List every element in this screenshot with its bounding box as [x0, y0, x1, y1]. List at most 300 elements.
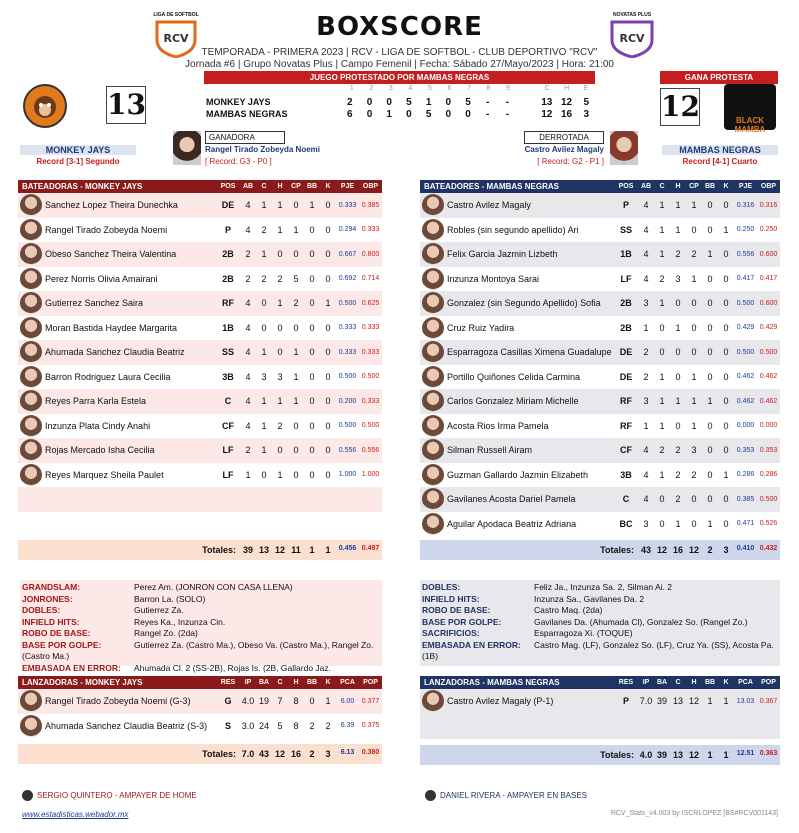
note-value: Barron La. (SOLO) [134, 593, 206, 604]
loser-label: DERROTADA [524, 131, 604, 144]
player-name: Reyes Parra Karla Estela [45, 396, 147, 407]
stat-cell: 2 [245, 249, 251, 260]
empty-row [18, 487, 382, 512]
inning-runs: - [486, 96, 490, 108]
note-key: JONRONES: [22, 593, 73, 604]
note-line [22, 640, 380, 663]
stat-cell: 0 [277, 249, 283, 260]
empty-row [18, 512, 382, 537]
note-value: Inzunza Sa., Gavilanes Da. 2 [534, 593, 645, 604]
player-name: Perez Norris Olivia Amairani [45, 273, 158, 284]
stat-cell: 0 [691, 518, 697, 529]
note-line [422, 605, 778, 617]
stat-cell: 0 [659, 494, 665, 505]
column-header: OBP [362, 183, 379, 190]
rhe-header: H [564, 85, 570, 92]
stat-cell: DE [221, 200, 235, 211]
stat-cell: RF [222, 298, 234, 309]
note-value: Castro Mag. (LF), Gonzalez So. (LF), Cruz Ya. (SS), Acosta Pa. (1B) [422, 639, 774, 661]
note-line [22, 617, 380, 629]
total-cell: 13 [672, 749, 683, 760]
pitcher-row [18, 689, 382, 714]
total-cell: 0.497 [361, 545, 380, 552]
stat-cell: 2 [325, 720, 331, 731]
notes-right [420, 580, 780, 666]
column-header: IP [244, 679, 252, 686]
stat-cell: 3B [222, 371, 234, 382]
batter-row [18, 463, 382, 488]
total-cell: 0.432 [759, 545, 778, 552]
stat-cell: 5 [277, 720, 283, 731]
total-cell: 2 [309, 749, 315, 759]
stat-cell: 13.03 [736, 697, 755, 705]
batter-row [18, 365, 382, 390]
stat-cell: 0 [293, 249, 299, 260]
stat-cell: 0.462 [759, 373, 778, 381]
winner-label: GANADORA [205, 131, 285, 144]
stat-cell: 24 [258, 720, 269, 731]
player-avatar [422, 439, 444, 461]
player-name: Felix Garcia Jazmin Lizbeth [447, 249, 558, 260]
stat-cell: 0 [277, 322, 283, 333]
batter-row [420, 438, 780, 463]
total-cell: 12 [688, 545, 699, 555]
stat-cell: 2 [293, 298, 299, 309]
total-cell: 12 [274, 545, 285, 555]
inning-runs: 1 [425, 96, 432, 108]
stat-cell: 12 [688, 696, 699, 707]
stat-cell: 3.0 [241, 720, 255, 731]
stat-cell: 0.462 [736, 373, 755, 381]
stat-cell: 4 [643, 249, 649, 260]
pitcher-row [420, 689, 780, 714]
stat-cell: 0.316 [759, 201, 778, 209]
column-header: BB [704, 183, 716, 190]
player-name: Gonzalez (sin Segundo Apellido) Sofia [447, 298, 601, 309]
column-header: POS [220, 183, 236, 190]
stat-cell: 0 [261, 298, 267, 309]
stat-cell: 1.000 [338, 471, 357, 479]
batter-row [18, 389, 382, 414]
stat-cell: 1 [659, 469, 665, 480]
column-header: IP [642, 679, 650, 686]
batter-row [420, 291, 780, 316]
batter-row [18, 414, 382, 439]
stat-cell: 4 [643, 273, 649, 284]
pitcher-name: Rangel Tirado Zobeyda Noemi (G-3) [45, 696, 191, 707]
stat-cell: 0.692 [338, 275, 357, 283]
stat-cell: 1 [659, 224, 665, 235]
rhe-value: 12 [541, 108, 553, 120]
stat-cell: 0 [325, 200, 331, 211]
player-avatar [20, 415, 42, 437]
stat-cell: 2 [245, 273, 251, 284]
column-header: K [325, 679, 331, 686]
stat-cell: 0.367 [759, 697, 778, 705]
note-value: Ahumada Cl. 2 (SS-2B), Rojas Is. (2B, Gallardo Jaz. [134, 662, 331, 673]
note-key: DOBLES: [422, 582, 461, 592]
total-cell: 3 [723, 545, 729, 555]
column-header: PCA [738, 679, 753, 686]
inning-header: 5 [427, 85, 432, 92]
linescore-team: MONKEY JAYS [206, 97, 271, 107]
stat-cell: 1 [707, 518, 713, 529]
player-name: Castro Avilez Magaly [447, 200, 531, 211]
player-avatar [422, 366, 444, 388]
stat-cell: 0 [723, 420, 729, 431]
stat-cell: 2B [620, 322, 632, 333]
column-header: RES [618, 679, 634, 686]
stat-cell: 3 [643, 396, 649, 407]
stat-cell: 0.333 [338, 201, 357, 209]
stat-cell: 0.500 [759, 348, 778, 356]
stat-cell: 4 [245, 200, 251, 211]
stat-cell: 0 [707, 322, 713, 333]
stat-cell: 0 [707, 445, 713, 456]
stat-cell: 1 [261, 249, 267, 260]
player-name: Obeso Sanchez Theira Valentina [45, 249, 177, 260]
stat-cell: 1 [723, 696, 729, 707]
total-cell: 43 [640, 545, 651, 555]
column-header: K [325, 183, 331, 190]
batter-row [420, 389, 780, 414]
note-key: BASE POR GOLPE: [422, 616, 502, 627]
inning-runs: 0 [445, 96, 452, 108]
stat-cell: P [224, 224, 231, 235]
stat-cell: 0.500 [759, 495, 778, 503]
batter-row [420, 487, 780, 512]
column-header: OBP [760, 183, 777, 190]
batter-row [18, 291, 382, 316]
inning-runs: 0 [465, 108, 471, 120]
rhe-value: 12 [560, 96, 573, 108]
player-name: Portillo Quiñones Celida Carmina [447, 371, 581, 382]
stat-cell: 2 [277, 420, 283, 431]
stat-cell: 0 [309, 420, 315, 431]
stat-cell: 0 [309, 249, 315, 260]
stat-cell: 0 [723, 322, 729, 333]
player-avatar [422, 317, 444, 339]
inning-runs: - [486, 108, 490, 120]
player-name: Acosta Rios Irma Pamela [447, 420, 549, 431]
column-header: PCA [340, 679, 355, 686]
stat-cell: 0.385 [361, 201, 380, 209]
stats-site-link[interactable]: www.estadisticas.webador.mx [22, 810, 129, 819]
stat-cell: 0 [659, 518, 665, 529]
stat-cell: 1 [659, 396, 665, 407]
stat-cell: 1 [293, 396, 299, 407]
stat-cell: 0 [691, 224, 697, 235]
total-cell: 7.0 [241, 749, 255, 759]
stat-cell: 0 [293, 469, 299, 480]
batting-header-right: BATEADORES - MAMBAS NEGRAS POS AB C H CP BB K PJE OBP [420, 180, 780, 193]
stat-cell: 1 [659, 371, 665, 382]
note-line [422, 640, 778, 663]
player-avatar [422, 464, 444, 486]
player-name: Esparragoza Casillas Ximena Guadalupe [447, 347, 612, 358]
stat-cell: 0 [691, 298, 697, 309]
stat-cell: 0.500 [338, 373, 357, 381]
stat-cell: 1 [245, 469, 251, 480]
column-header: AB [640, 183, 652, 190]
game-info-line: Jornada #6 | Grupo Novatas Plus | Campo Femenil | Fecha: Sábado 27/Mayo/2023 | Hora: 21:00 [185, 59, 614, 70]
stat-cell: 0.377 [361, 697, 380, 705]
stat-cell: 0.600 [759, 250, 778, 258]
protest-banner: JUEGO PROTESTADO POR MAMBAS NEGRAS [204, 71, 595, 84]
stat-cell: 1 [293, 371, 299, 382]
stat-cell: 0 [309, 371, 315, 382]
batter-row [420, 242, 780, 267]
stat-cell: 0 [325, 396, 331, 407]
stat-cell: 6.39 [340, 722, 355, 730]
stat-cell: 0 [675, 298, 681, 309]
player-name: Rangel Tirado Zobeyda Noemi [45, 224, 168, 235]
stat-cell: 4 [643, 469, 649, 480]
stat-cell: 0 [659, 322, 665, 333]
linescore-team: MAMBAS NEGRAS [206, 109, 288, 119]
player-avatar [20, 268, 42, 290]
player-name: Silman Russell Airam [447, 445, 533, 456]
stat-cell: 0 [707, 347, 713, 358]
stat-cell: 0.500 [361, 422, 380, 430]
stat-cell: 0.500 [736, 299, 755, 307]
stat-cell: 1 [643, 420, 649, 431]
stat-cell: 1 [277, 396, 283, 407]
stat-cell: LF [222, 445, 234, 456]
stat-cell: 2 [309, 720, 315, 731]
player-avatar [20, 366, 42, 388]
batter-row [18, 267, 382, 292]
stat-cell: P [622, 200, 629, 211]
stat-cell: 1 [723, 469, 729, 480]
pitching-header-right: LANZADORAS - MAMBAS NEGRAS RES IP BA C H BB K PCA POP [420, 676, 780, 689]
total-cell: 13 [258, 545, 269, 555]
batter-row [18, 316, 382, 341]
stat-cell: 0.800 [361, 250, 380, 258]
stat-cell: 4 [245, 322, 251, 333]
stat-cell: 0.000 [736, 422, 755, 430]
stat-cell: 0 [707, 469, 713, 480]
monkey-jays-logo [23, 84, 67, 128]
column-header: C [675, 679, 681, 686]
stat-cell: 0 [325, 445, 331, 456]
note-key: GRANDSLAM: [22, 582, 81, 592]
league-logo: LIGA DE SOFTBOL RCV [153, 12, 199, 63]
batting-table-right [420, 180, 780, 560]
stat-cell: 0 [325, 420, 331, 431]
note-key: INFIELD HITS: [422, 593, 480, 604]
stat-cell: 1 [277, 298, 283, 309]
inning-runs: 2 [347, 96, 353, 108]
column-header: POP [761, 679, 776, 686]
note-line [422, 628, 778, 640]
stat-cell: 2B [620, 298, 632, 309]
note-key: EMBASADA EN ERROR: [422, 639, 521, 650]
stat-cell: 1 [675, 322, 681, 333]
stat-cell: 0 [707, 273, 713, 284]
stat-cell: 1 [675, 518, 681, 529]
player-name: Gutierrez Sanchez Saira [45, 298, 144, 309]
stat-cell: 4 [643, 494, 649, 505]
total-cell: 16 [290, 749, 301, 759]
rhe-value: 5 [583, 96, 589, 108]
stat-cell: 0 [309, 224, 315, 235]
player-avatar [422, 219, 444, 241]
stat-cell: 7.0 [639, 696, 653, 707]
note-value: Esparragoza Xi. (TOQUE) [534, 628, 633, 638]
player-name: Inzunza Plata Cindy Anahi [45, 420, 151, 431]
stat-cell: 0 [723, 396, 729, 407]
batter-row [18, 340, 382, 365]
stat-cell: 8 [293, 696, 299, 707]
stat-cell: BC [619, 518, 633, 529]
stat-cell: C [622, 494, 630, 505]
stat-cell: 0.333 [338, 348, 357, 356]
stat-cell: 0 [293, 420, 299, 431]
inning-runs: 0 [386, 96, 392, 108]
inning-runs: 5 [425, 108, 432, 120]
inning-runs: 0 [366, 108, 373, 120]
note-key: INFIELD HITS: [22, 616, 80, 627]
column-header: H [691, 679, 697, 686]
stat-cell: 0 [309, 347, 315, 358]
stat-cell: 1B [620, 249, 632, 260]
stat-cell: 5 [293, 273, 299, 284]
column-header: BB [704, 679, 716, 686]
note-line [22, 582, 380, 594]
notes-left [20, 580, 382, 673]
stat-cell: 0 [723, 494, 729, 505]
stat-cell: 1 [691, 200, 697, 211]
stat-cell: 1 [293, 224, 299, 235]
note-key: BASE POR GOLPE: [22, 639, 102, 650]
stat-cell: 0 [707, 224, 713, 235]
stat-cell: 0 [723, 347, 729, 358]
player-name: Barron Rodriguez Laura Cecilia [45, 371, 171, 382]
inning-header: 3 [388, 85, 393, 92]
batter-row [420, 193, 780, 218]
linescore-row [206, 108, 596, 120]
column-header: RES [220, 679, 236, 686]
stat-cell: 0 [325, 469, 331, 480]
stat-cell: 4.0 [241, 696, 255, 707]
note-value: Feliz Ja., Inzunza Sa. 2, Silman Ai. 2 [534, 582, 672, 592]
total-cell: 1 [309, 545, 315, 555]
stat-cell: 1 [691, 371, 697, 382]
stat-cell: 0.462 [736, 397, 755, 405]
stat-cell: 4 [245, 420, 251, 431]
player-avatar [422, 513, 444, 535]
home-score: 13 [106, 86, 146, 124]
spacer [518, 85, 538, 96]
column-header: K [723, 679, 729, 686]
stat-cell: 0 [723, 445, 729, 456]
stat-cell: 1 [659, 200, 665, 211]
stat-cell: 3 [261, 371, 267, 382]
stat-cell: 0 [675, 420, 681, 431]
stat-cell: 1 [261, 200, 267, 211]
player-avatar [20, 317, 42, 339]
stat-cell: 0 [293, 322, 299, 333]
stat-cell: 1 [675, 224, 681, 235]
left-team-record: Record [3-1] Segundo [36, 157, 120, 166]
stat-cell: 0 [261, 322, 267, 333]
column-header: BA [656, 679, 668, 686]
total-cell: 12 [274, 749, 285, 759]
player-avatar [422, 488, 444, 510]
stat-cell: 2 [675, 469, 681, 480]
stat-cell: 4 [245, 371, 251, 382]
stat-cell: C [224, 396, 232, 407]
stat-cell: 0 [325, 371, 331, 382]
stat-cell: 0.625 [361, 299, 380, 307]
stat-cell: LF [222, 469, 234, 480]
player-avatar [20, 715, 42, 737]
stat-cell: 0.667 [338, 250, 357, 258]
stat-cell: 0 [691, 494, 697, 505]
total-cell: 0.380 [361, 749, 380, 756]
stat-cell: 0.429 [736, 324, 755, 332]
stat-cell: 0.429 [759, 324, 778, 332]
note-value: Reyes Ka., Inzunza Cin. [134, 616, 226, 627]
rhe-value: 3 [583, 108, 589, 120]
player-name: Ahumada Sanchez Claudia Beatriz [45, 347, 185, 358]
column-header: BB [306, 679, 318, 686]
player-avatar [20, 243, 42, 265]
note-key: ROBO DE BASE: [22, 628, 91, 638]
player-name: Aguilar Apodaca Beatriz Adriana [447, 518, 577, 529]
stat-cell: 2 [277, 273, 283, 284]
stat-cell: 0 [325, 322, 331, 333]
stat-cell: 1 [707, 249, 713, 260]
note-key: EMBASADA EN ERROR: [22, 662, 121, 673]
note-line [22, 628, 380, 640]
stat-cell: 0 [309, 469, 315, 480]
batting-totals-left: Totales: 39 13 12 11 1 1 0.456 0.497 [18, 540, 382, 560]
stat-cell: 39 [656, 696, 667, 707]
note-key: DOBLES: [22, 605, 61, 615]
stat-cell: 3 [691, 445, 697, 456]
stat-cell: 0 [309, 322, 315, 333]
stat-cell: 0 [723, 518, 729, 529]
stat-cell: 0.000 [759, 422, 778, 430]
total-cell: 39 [242, 545, 253, 555]
stat-cell: 0.375 [361, 722, 380, 730]
winning-pitcher: Rangel Tirado Zobeyda Noemi [205, 145, 320, 154]
player-name: Sanchez Lopez Theira Dunechka [45, 200, 178, 211]
total-cell: 39 [656, 749, 667, 760]
player-name: Inzunza Montoya Sarai [447, 273, 540, 284]
stat-cell: LF [620, 273, 632, 284]
season-line: TEMPORADA - PRIMERA 2023 | RCV - LIGA DE SOFTBOL - CLUB DEPORTIVO "RCV" [201, 47, 598, 58]
player-name: Moran Bastida Haydee Margarita [45, 322, 178, 333]
stat-cell: CF [222, 420, 234, 431]
total-cell: 0.456 [338, 545, 357, 552]
left-team-name: MONKEY JAYS [20, 145, 136, 155]
linescore [206, 85, 596, 120]
stat-cell: 1.000 [361, 471, 380, 479]
stat-cell: 1 [675, 396, 681, 407]
umpire-icon [425, 790, 436, 801]
inning-runs: 0 [366, 96, 373, 108]
stat-cell: 0 [691, 347, 697, 358]
losing-pitcher-avatar [610, 131, 638, 165]
stat-cell: 1 [707, 696, 713, 707]
batter-row [420, 267, 780, 292]
inning-header: 8 [486, 85, 491, 92]
note-value: Gavilanes Da. (Ahumada Cl), Gonzalez So. (Rangel Zo.) [534, 616, 748, 627]
batting-table-left [18, 180, 382, 560]
